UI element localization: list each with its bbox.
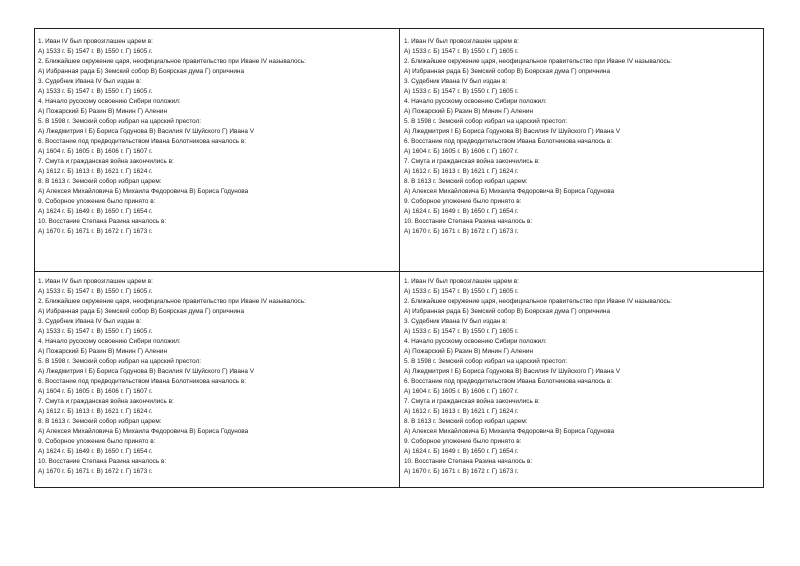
question-line: 4. Начало русскому освоению Сибири положил: <box>38 98 181 105</box>
answer-options-line: А) Пожарский Б) Разин В) Минин Г) Аленин <box>404 348 533 355</box>
answer-options-line: А) 1612 г. Б) 1613 г. В) 1621 г. Г) 1624 г. <box>404 168 519 175</box>
question-line: 4. Начало русскому освоению Сибири положил: <box>38 338 181 345</box>
answer-options-line: А) 1533 г. Б) 1547 г. В) 1550 г. Г) 1605 г. <box>38 328 153 335</box>
question-line: 3. Судебник Ивана IV был издан в: <box>38 78 142 85</box>
horizontal-divider <box>35 271 763 272</box>
question-line: 2. Ближайшее окружение царя, неофициальное правительство при Иване IV называлось: <box>404 58 672 65</box>
answer-options-line: А) Лжедмитрия I Б) Бориса Годунова В) Василия IV Шуйского Г) Ивана V <box>38 368 254 375</box>
question-line: 7. Смута и гражданская война закончились в: <box>404 398 540 405</box>
answer-options-line: А) 1624 г. Б) 1649 г. В) 1650 г. Г) 1654 г. <box>404 448 519 455</box>
question-line: 10. Восстание Степана Разина началось в: <box>38 218 167 225</box>
answer-options-line: А) 1533 г. Б) 1547 г. В) 1550 г. Г) 1605 г. <box>38 288 153 295</box>
answer-options-line: А) Пожарский Б) Разин В) Минин Г) Аленин <box>38 348 167 355</box>
question-line: 9. Соборное уложение было принято в: <box>38 438 156 445</box>
question-line: 6. Восстание под предводительством Ивана Болотникова началось в: <box>404 378 613 385</box>
question-line: 7. Смута и гражданская война закончились в: <box>404 158 540 165</box>
answer-options-line: А) 1604 г. Б) 1605 г. В) 1606 г. Г) 1607 г. <box>38 388 153 395</box>
question-line: 5. В 1598 г. Земский собор избрал на царский престол: <box>404 118 568 125</box>
question-line: 8. В 1613 г. Земский собор избрал царем: <box>404 178 528 185</box>
question-line: 9. Соборное уложение было принято в: <box>38 198 156 205</box>
answer-options-line: А) 1604 г. Б) 1605 г. В) 1606 г. Г) 1607 г. <box>38 148 153 155</box>
question-line: 4. Начало русскому освоению Сибири положил: <box>404 98 547 105</box>
answer-options-line: А) 1670 г. Б) 1671 г. В) 1672 г. Г) 1673 г. <box>38 468 153 475</box>
question-line: 5. В 1598 г. Земский собор избрал на царский престол: <box>404 358 568 365</box>
answer-options-line: А) Алексея Михайловича Б) Михаила Федоровича В) Бориса Годунова <box>38 188 249 195</box>
answer-options-line: А) 1533 г. Б) 1547 г. В) 1550 г. Г) 1605 г. <box>404 288 519 295</box>
answer-options-line: А) 1533 г. Б) 1547 г. В) 1550 г. Г) 1605 г. <box>404 328 519 335</box>
answer-options-line: А) 1612 г. Б) 1613 г. В) 1621 г. Г) 1624 г. <box>404 408 519 415</box>
question-line: 3. Судебник Ивана IV был издан в: <box>38 318 142 325</box>
question-line: 1. Иван IV был провозглашен царем в: <box>404 278 519 285</box>
answer-options-line: А) 1670 г. Б) 1671 г. В) 1672 г. Г) 1673 г. <box>38 228 153 235</box>
question-line: 9. Соборное уложение было принято в: <box>404 438 522 445</box>
question-line: 10. Восстание Степана Разина началось в: <box>38 458 167 465</box>
answer-options-line: А) Лжедмитрия I Б) Бориса Годунова В) Василия IV Шуйского Г) Ивана V <box>404 128 620 135</box>
question-line: 7. Смута и гражданская война закончились в: <box>38 398 174 405</box>
answer-options-line: А) Избранная рада Б) Земский собор В) Боярская дума Г) опричнина <box>38 68 245 75</box>
answer-options-line: А) 1612 г. Б) 1613 г. В) 1621 г. Г) 1624 г. <box>38 408 153 415</box>
question-line: 8. В 1613 г. Земский собор избрал царем: <box>38 178 162 185</box>
question-line: 9. Соборное уложение было принято в: <box>404 198 522 205</box>
answer-options-line: А) Лжедмитрия I Б) Бориса Годунова В) Василия IV Шуйского Г) Ивана V <box>38 128 254 135</box>
worksheet-page <box>34 28 764 488</box>
answer-options-line: А) Избранная рада Б) Земский собор В) Боярская дума Г) опричнина <box>38 308 245 315</box>
answer-options-line: А) 1624 г. Б) 1649 г. В) 1650 г. Г) 1654 г. <box>38 208 153 215</box>
worksheet-bottom-left <box>38 277 398 477</box>
answer-options-line: А) Алексея Михайловича Б) Михаила Федоровича В) Бориса Годунова <box>404 188 615 195</box>
answer-options-line: А) 1612 г. Б) 1613 г. В) 1621 г. Г) 1624 г. <box>38 168 153 175</box>
answer-options-line: А) Лжедмитрия I Б) Бориса Годунова В) Василия IV Шуйского Г) Ивана V <box>404 368 620 375</box>
question-line: 5. В 1598 г. Земский собор избрал на царский престол: <box>38 118 202 125</box>
answer-options-line: А) Избранная рада Б) Земский собор В) Боярская дума Г) опричнина <box>404 308 611 315</box>
answer-options-line: А) 1604 г. Б) 1605 г. В) 1606 г. Г) 1607 г. <box>404 148 519 155</box>
question-line: 3. Судебник Ивана IV был издан в: <box>404 78 508 85</box>
question-line: 6. Восстание под предводительством Ивана Болотникова началось в: <box>404 138 613 145</box>
question-line: 2. Ближайшее окружение царя, неофициальное правительство при Иване IV называлось: <box>38 298 306 305</box>
answer-options-line: А) 1604 г. Б) 1605 г. В) 1606 г. Г) 1607 г. <box>404 388 519 395</box>
question-line: 2. Ближайшее окружение царя, неофициальное правительство при Иване IV называлось: <box>38 58 306 65</box>
worksheet-bottom-right <box>404 277 764 477</box>
answer-options-line: А) Избранная рада Б) Земский собор В) Боярская дума Г) опричнина <box>404 68 611 75</box>
question-line: 1. Иван IV был провозглашен царем в: <box>38 278 153 285</box>
question-line: 6. Восстание под предводительством Ивана Болотникова началось в: <box>38 138 247 145</box>
answer-options-line: А) 1624 г. Б) 1649 г. В) 1650 г. Г) 1654 г. <box>38 448 153 455</box>
answer-options-line: А) 1670 г. Б) 1671 г. В) 1672 г. Г) 1673 г. <box>404 228 519 235</box>
answer-options-line: А) Пожарский Б) Разин В) Минин Г) Аленин <box>38 108 167 115</box>
answer-options-line: А) 1670 г. Б) 1671 г. В) 1672 г. Г) 1673 г. <box>404 468 519 475</box>
worksheet-top-left <box>38 37 398 237</box>
question-line: 8. В 1613 г. Земский собор избрал царем: <box>38 418 162 425</box>
answer-options-line: А) Пожарский Б) Разин В) Минин Г) Аленин <box>404 108 533 115</box>
answer-options-line: А) 1533 г. Б) 1547 г. В) 1550 г. Г) 1605 г. <box>404 88 519 95</box>
answer-options-line: А) 1533 г. Б) 1547 г. В) 1550 г. Г) 1605 г. <box>38 88 153 95</box>
question-line: 3. Судебник Ивана IV был издан в: <box>404 318 508 325</box>
question-line: 7. Смута и гражданская война закончились в: <box>38 158 174 165</box>
vertical-divider <box>399 29 400 487</box>
answer-options-line: А) 1624 г. Б) 1649 г. В) 1650 г. Г) 1654 г. <box>404 208 519 215</box>
question-line: 10. Восстание Степана Разина началось в: <box>404 458 533 465</box>
question-line: 1. Иван IV был провозглашен царем в: <box>38 38 153 45</box>
answer-options-line: А) Алексея Михайловича Б) Михаила Федоровича В) Бориса Годунова <box>38 428 249 435</box>
question-line: 5. В 1598 г. Земский собор избрал на царский престол: <box>38 358 202 365</box>
question-line: 6. Восстание под предводительством Ивана Болотникова началось в: <box>38 378 247 385</box>
question-line: 8. В 1613 г. Земский собор избрал царем: <box>404 418 528 425</box>
worksheet-top-right <box>404 37 764 237</box>
answer-options-line: А) 1533 г. Б) 1547 г. В) 1550 г. Г) 1605 г. <box>38 48 153 55</box>
answer-options-line: А) 1533 г. Б) 1547 г. В) 1550 г. Г) 1605 г. <box>404 48 519 55</box>
question-line: 4. Начало русскому освоению Сибири положил: <box>404 338 547 345</box>
question-line: 10. Восстание Степана Разина началось в: <box>404 218 533 225</box>
answer-options-line: А) Алексея Михайловича Б) Михаила Федоровича В) Бориса Годунова <box>404 428 615 435</box>
question-line: 1. Иван IV был провозглашен царем в: <box>404 38 519 45</box>
question-line: 2. Ближайшее окружение царя, неофициальное правительство при Иване IV называлось: <box>404 298 672 305</box>
